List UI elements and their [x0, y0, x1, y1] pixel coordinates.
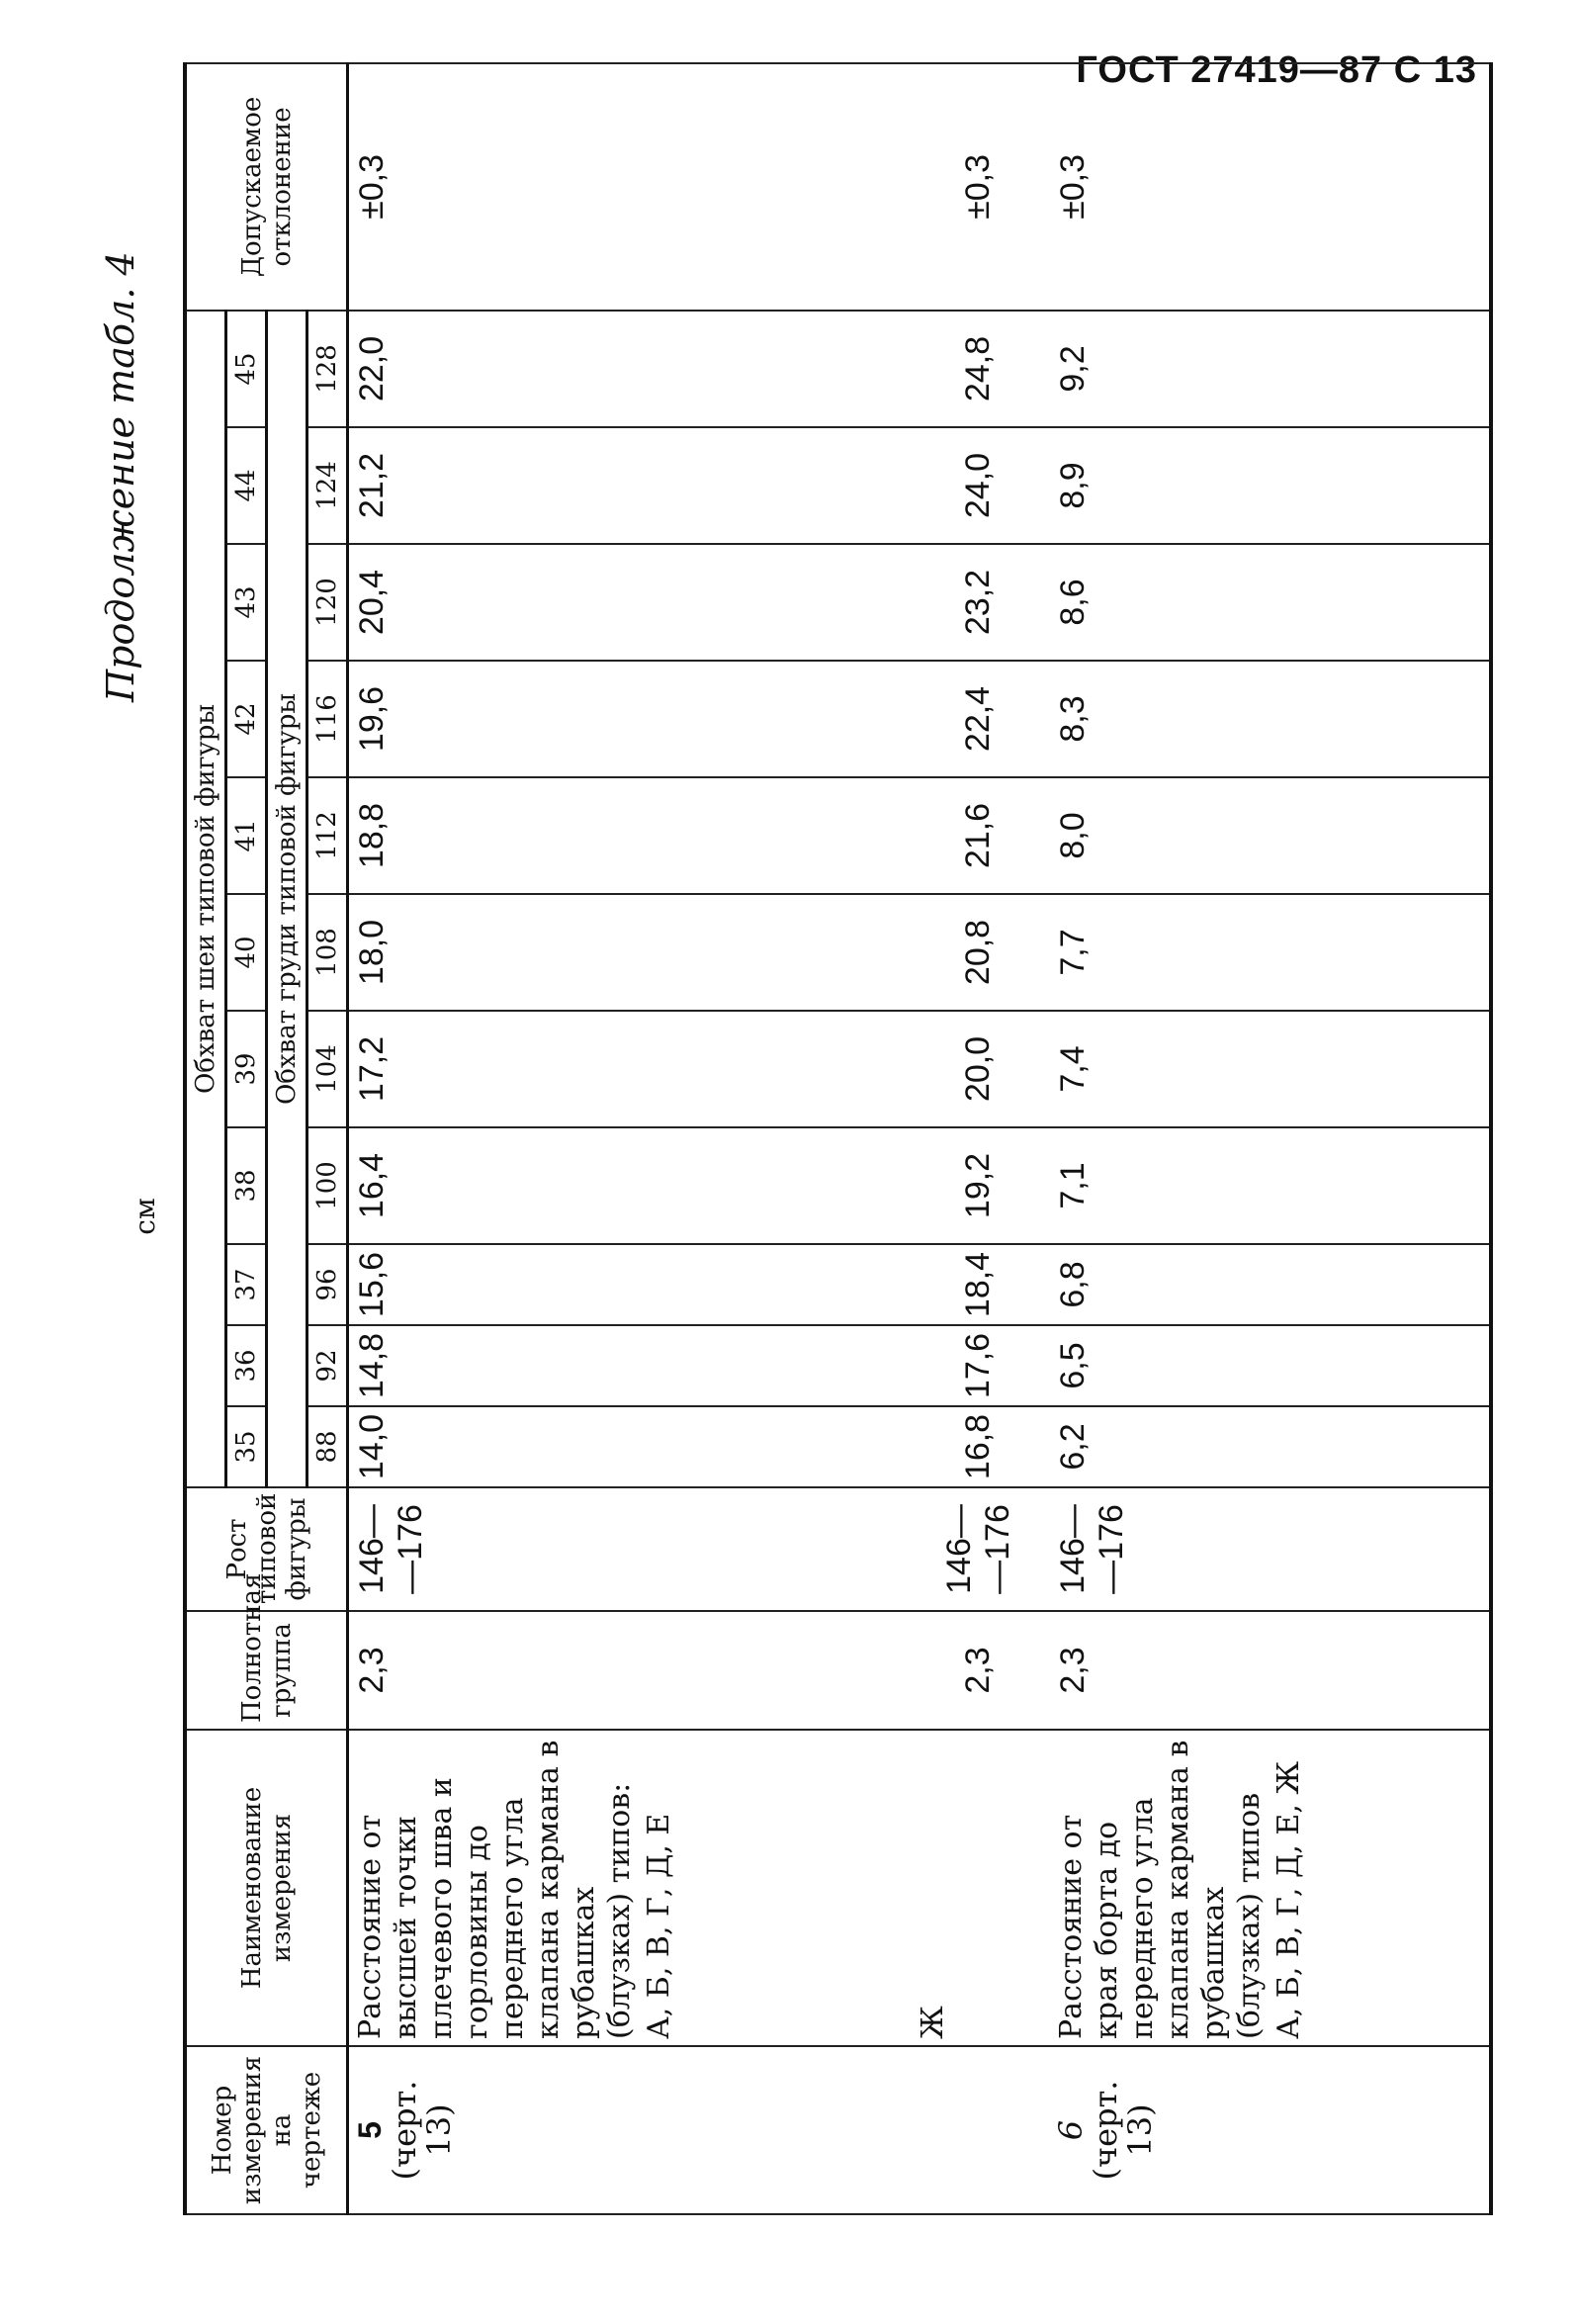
value-cell: 6,5 — [1050, 1325, 1491, 1406]
chest-size: 92 — [307, 1325, 348, 1406]
header-chest-group: Обхват груди типовой фигуры — [267, 311, 307, 1487]
header-height: Рост типовой фигуры — [185, 1487, 348, 1611]
figure-height: 146— —176 — [348, 1487, 908, 1611]
measurement-types: А, Б, В, Г, Д, Е — [642, 1813, 676, 2039]
units-label: см — [129, 1198, 161, 1235]
value-cell: 7,7 — [1050, 894, 1491, 1011]
neck-size: 37 — [226, 1244, 267, 1325]
value-cell: 8,9 — [1050, 427, 1491, 544]
value-cell: 17,2 — [348, 1011, 908, 1127]
value-cell: 6,8 — [1050, 1244, 1491, 1325]
fullness-group: 2,3 — [1050, 1611, 1491, 1730]
value-cell: 16,4 — [348, 1127, 908, 1244]
value-cell: 18,4 — [908, 1244, 1050, 1325]
value-cell: 24,0 — [908, 427, 1050, 544]
chest-size: 104 — [307, 1011, 348, 1127]
value-cell: 8,0 — [1050, 777, 1491, 894]
neck-size: 44 — [226, 427, 267, 544]
table-row — [908, 63, 1050, 2214]
page-header: ГОСТ 27419—87 С 13 — [1076, 49, 1477, 91]
neck-size: 43 — [226, 544, 267, 661]
neck-size: 40 — [226, 894, 267, 1011]
value-cell: 24,8 — [908, 311, 1050, 427]
neck-size: 42 — [226, 661, 267, 777]
value-cell: 17,6 — [908, 1325, 1050, 1406]
fullness-group: 2,3 — [908, 1611, 1050, 1730]
row-number-cell — [348, 2046, 908, 2214]
value-cell: 15,6 — [348, 1244, 908, 1325]
header-name: Наименование измерения — [185, 1730, 348, 2046]
row-reference: (черт. 13) — [386, 2080, 459, 2181]
measurement-name-cell — [348, 1730, 908, 2046]
fullness-group: 2,3 — [348, 1611, 908, 1730]
header-group: Полнотная группа — [185, 1611, 348, 1730]
chest-size: 112 — [307, 777, 348, 894]
row-reference: (черт. 13) — [1087, 2080, 1160, 2181]
row-number: 6 — [1051, 2119, 1090, 2141]
header-tolerance: Допускаемое отклонение — [185, 63, 348, 311]
chest-size: 116 — [307, 661, 348, 777]
neck-size: 39 — [226, 1011, 267, 1127]
header-neck-group: Обхват шеи типовой фигуры — [185, 311, 226, 1487]
value-cell: 22,0 — [348, 311, 908, 427]
value-cell: 21,2 — [348, 427, 908, 544]
header-row-no: Номер измерения на чертеже — [185, 2046, 348, 2214]
value-cell: 8,3 — [1050, 661, 1491, 777]
rotated-table-wrapper — [183, 96, 1493, 2215]
row-number-cell — [908, 2046, 1050, 2214]
value-cell: 23,2 — [908, 544, 1050, 661]
value-cell: 14,0 — [348, 1406, 908, 1487]
measurement-name-cell — [1050, 1730, 1491, 2046]
measurement-name: Расстояние от высшей точки плечевого шва и горловины до переднего угла клапана кармана в рубашках (блузках) типов: — [353, 1740, 637, 2039]
row-number: 5 — [352, 2121, 388, 2139]
value-cell: 9,2 — [1050, 311, 1491, 427]
chest-size: 128 — [307, 311, 348, 427]
chest-size: 96 — [307, 1244, 348, 1325]
value-cell: 20,8 — [908, 894, 1050, 1011]
table-row — [1050, 63, 1491, 2214]
value-cell: 20,4 — [348, 544, 908, 661]
value-cell: 8,6 — [1050, 544, 1491, 661]
value-cell: 6,2 — [1050, 1406, 1491, 1487]
neck-size: 45 — [226, 311, 267, 427]
value-cell: 7,4 — [1050, 1011, 1491, 1127]
table-caption: Продолжение табл. 4 — [99, 251, 142, 702]
measurement-types: А, Б, В, Г, Д, Е, Ж — [1270, 1760, 1306, 2039]
value-cell: 20,0 — [908, 1011, 1050, 1127]
tolerance-cell: ±0,3 — [1050, 63, 1491, 311]
measurement-types: Ж — [915, 2006, 950, 2039]
measurements-table — [183, 62, 1493, 2215]
value-cell: 18,8 — [348, 777, 908, 894]
chest-size: 88 — [307, 1406, 348, 1487]
value-cell: 19,6 — [348, 661, 908, 777]
chest-size: 108 — [307, 894, 348, 1011]
chest-size: 124 — [307, 427, 348, 544]
chest-size: 100 — [307, 1127, 348, 1244]
neck-size: 38 — [226, 1127, 267, 1244]
tolerance-cell: ±0,3 — [348, 63, 908, 311]
value-cell: 18,0 — [348, 894, 908, 1011]
chest-size: 120 — [307, 544, 348, 661]
value-cell: 16,8 — [908, 1406, 1050, 1487]
neck-size: 41 — [226, 777, 267, 894]
row-number-cell — [1050, 2046, 1491, 2214]
value-cell: 19,2 — [908, 1127, 1050, 1244]
measurement-name-cell — [908, 1730, 1050, 2046]
figure-height: 146— —176 — [908, 1487, 1050, 1611]
table-row — [348, 63, 908, 2214]
value-cell: 14,8 — [348, 1325, 908, 1406]
neck-size: 35 — [226, 1406, 267, 1487]
measurement-name: Расстояние от края борта до переднего угла клапана кармана в рубашках (блузках) типов — [1053, 1740, 1267, 2039]
value-cell: 22,4 — [908, 661, 1050, 777]
value-cell: 7,1 — [1050, 1127, 1491, 1244]
value-cell: 21,6 — [908, 777, 1050, 894]
figure-height: 146— —176 — [1050, 1487, 1491, 1611]
neck-size: 36 — [226, 1325, 267, 1406]
tolerance-cell: ±0,3 — [908, 63, 1050, 311]
